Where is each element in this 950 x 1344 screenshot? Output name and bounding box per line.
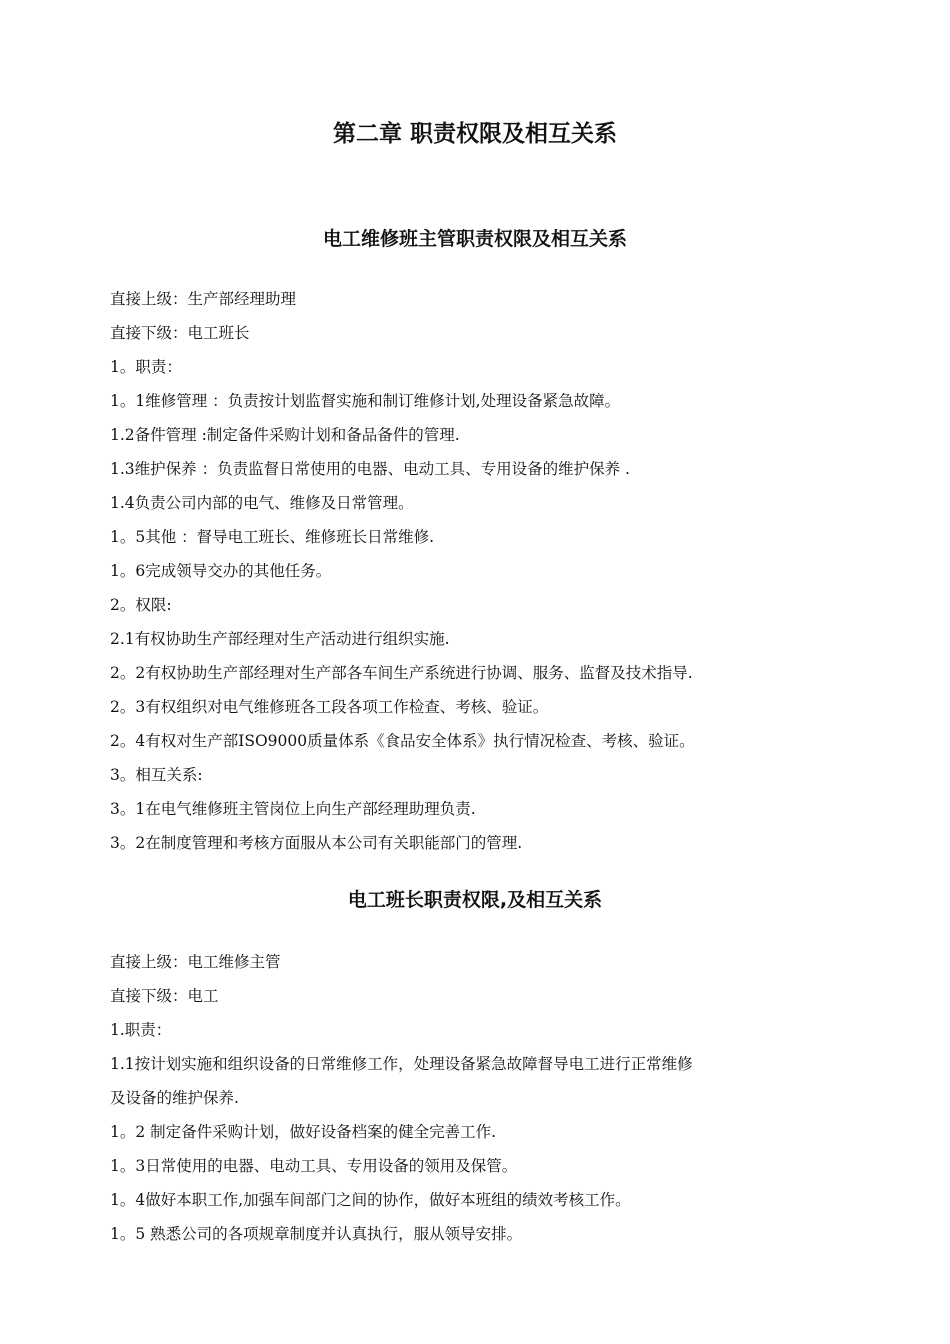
text-line: 1.1按计划实施和组织设备的日常维修工作，处理设备紧急故障督导电工进行正常维修 xyxy=(110,1055,693,1073)
text-line: 2.1有权协助生产部经理对生产活动进行组织实施. xyxy=(110,630,450,648)
text-line: 1。职责： xyxy=(110,358,182,376)
text-line: 1。5其他 ：督导电工班长、维修班长日常维修. xyxy=(110,528,435,546)
text-line: 2。权限: xyxy=(110,596,172,614)
text-line: 直接上级：生产部经理助理 xyxy=(110,290,297,308)
text-line: 1。4做好本职工作,加强车间部门之间的协作，做好本班组的绩效考核工作。 xyxy=(110,1191,631,1209)
section-body-supervisor xyxy=(110,282,840,860)
text-line: 及设备的维护保养. xyxy=(110,1089,239,1107)
text-line: 直接下级：电工班长 xyxy=(110,324,250,342)
text-line: 1.4负责公司内部的电气、维修及日常管理。 xyxy=(110,494,414,512)
text-line: 2。2有权协助生产部经理对生产部各车间生产系统进行协调、服务、监督及技术指导. xyxy=(110,664,693,682)
section-title-team-leader: 电工班长职责权限,及相互关系 xyxy=(347,889,603,911)
text-line: 3。相互关系: xyxy=(110,766,203,784)
text-line: 1。5 熟悉公司的各项规章制度并认真执行，服从领导安排。 xyxy=(110,1225,523,1243)
text-line: 1。2 制定备件采购计划，做好设备档案的健全完善工作. xyxy=(110,1123,497,1141)
text-line: 1.职责： xyxy=(110,1021,172,1039)
text-line: 2。3有权组织对电气维修班各工段各项工作检查、考核、验证。 xyxy=(110,698,549,716)
text-line: 3。1在电气维修班主管岗位上向生产部经理助理负责. xyxy=(110,800,476,818)
section-body-team-leader xyxy=(110,945,840,1251)
chapter-title: 第二章 职责权限及相互关系 xyxy=(332,121,617,147)
text-line: 直接上级：电工维修主管 xyxy=(110,953,281,971)
section-title-supervisor: 电工维修班主管职责权限及相互关系 xyxy=(322,228,627,250)
text-line: 1.3维护保养 ：负责监督日常使用的电器、电动工具、专用设备的维护保养 . xyxy=(110,460,630,478)
text-line: 1.2备件管理 :制定备件采购计划和备品备件的管理. xyxy=(110,426,460,444)
text-line: 1。6完成领导交办的其他任务。 xyxy=(110,562,332,580)
text-line: 2。4有权对生产部ISO9000质量体系《食品安全体系》执行情况检查、考核、验证。 xyxy=(110,732,695,750)
text-line: 1。1维修管理 ：负责按计划监督实施和制订维修计划,处理设备紧急故障。 xyxy=(110,392,621,410)
text-line: 1。3日常使用的电器、电动工具、专用设备的领用及保管。 xyxy=(110,1157,518,1175)
text-line: 直接下级：电工 xyxy=(110,987,219,1005)
text-line: 3。2在制度管理和考核方面服从本公司有关职能部门的管理. xyxy=(110,834,523,852)
